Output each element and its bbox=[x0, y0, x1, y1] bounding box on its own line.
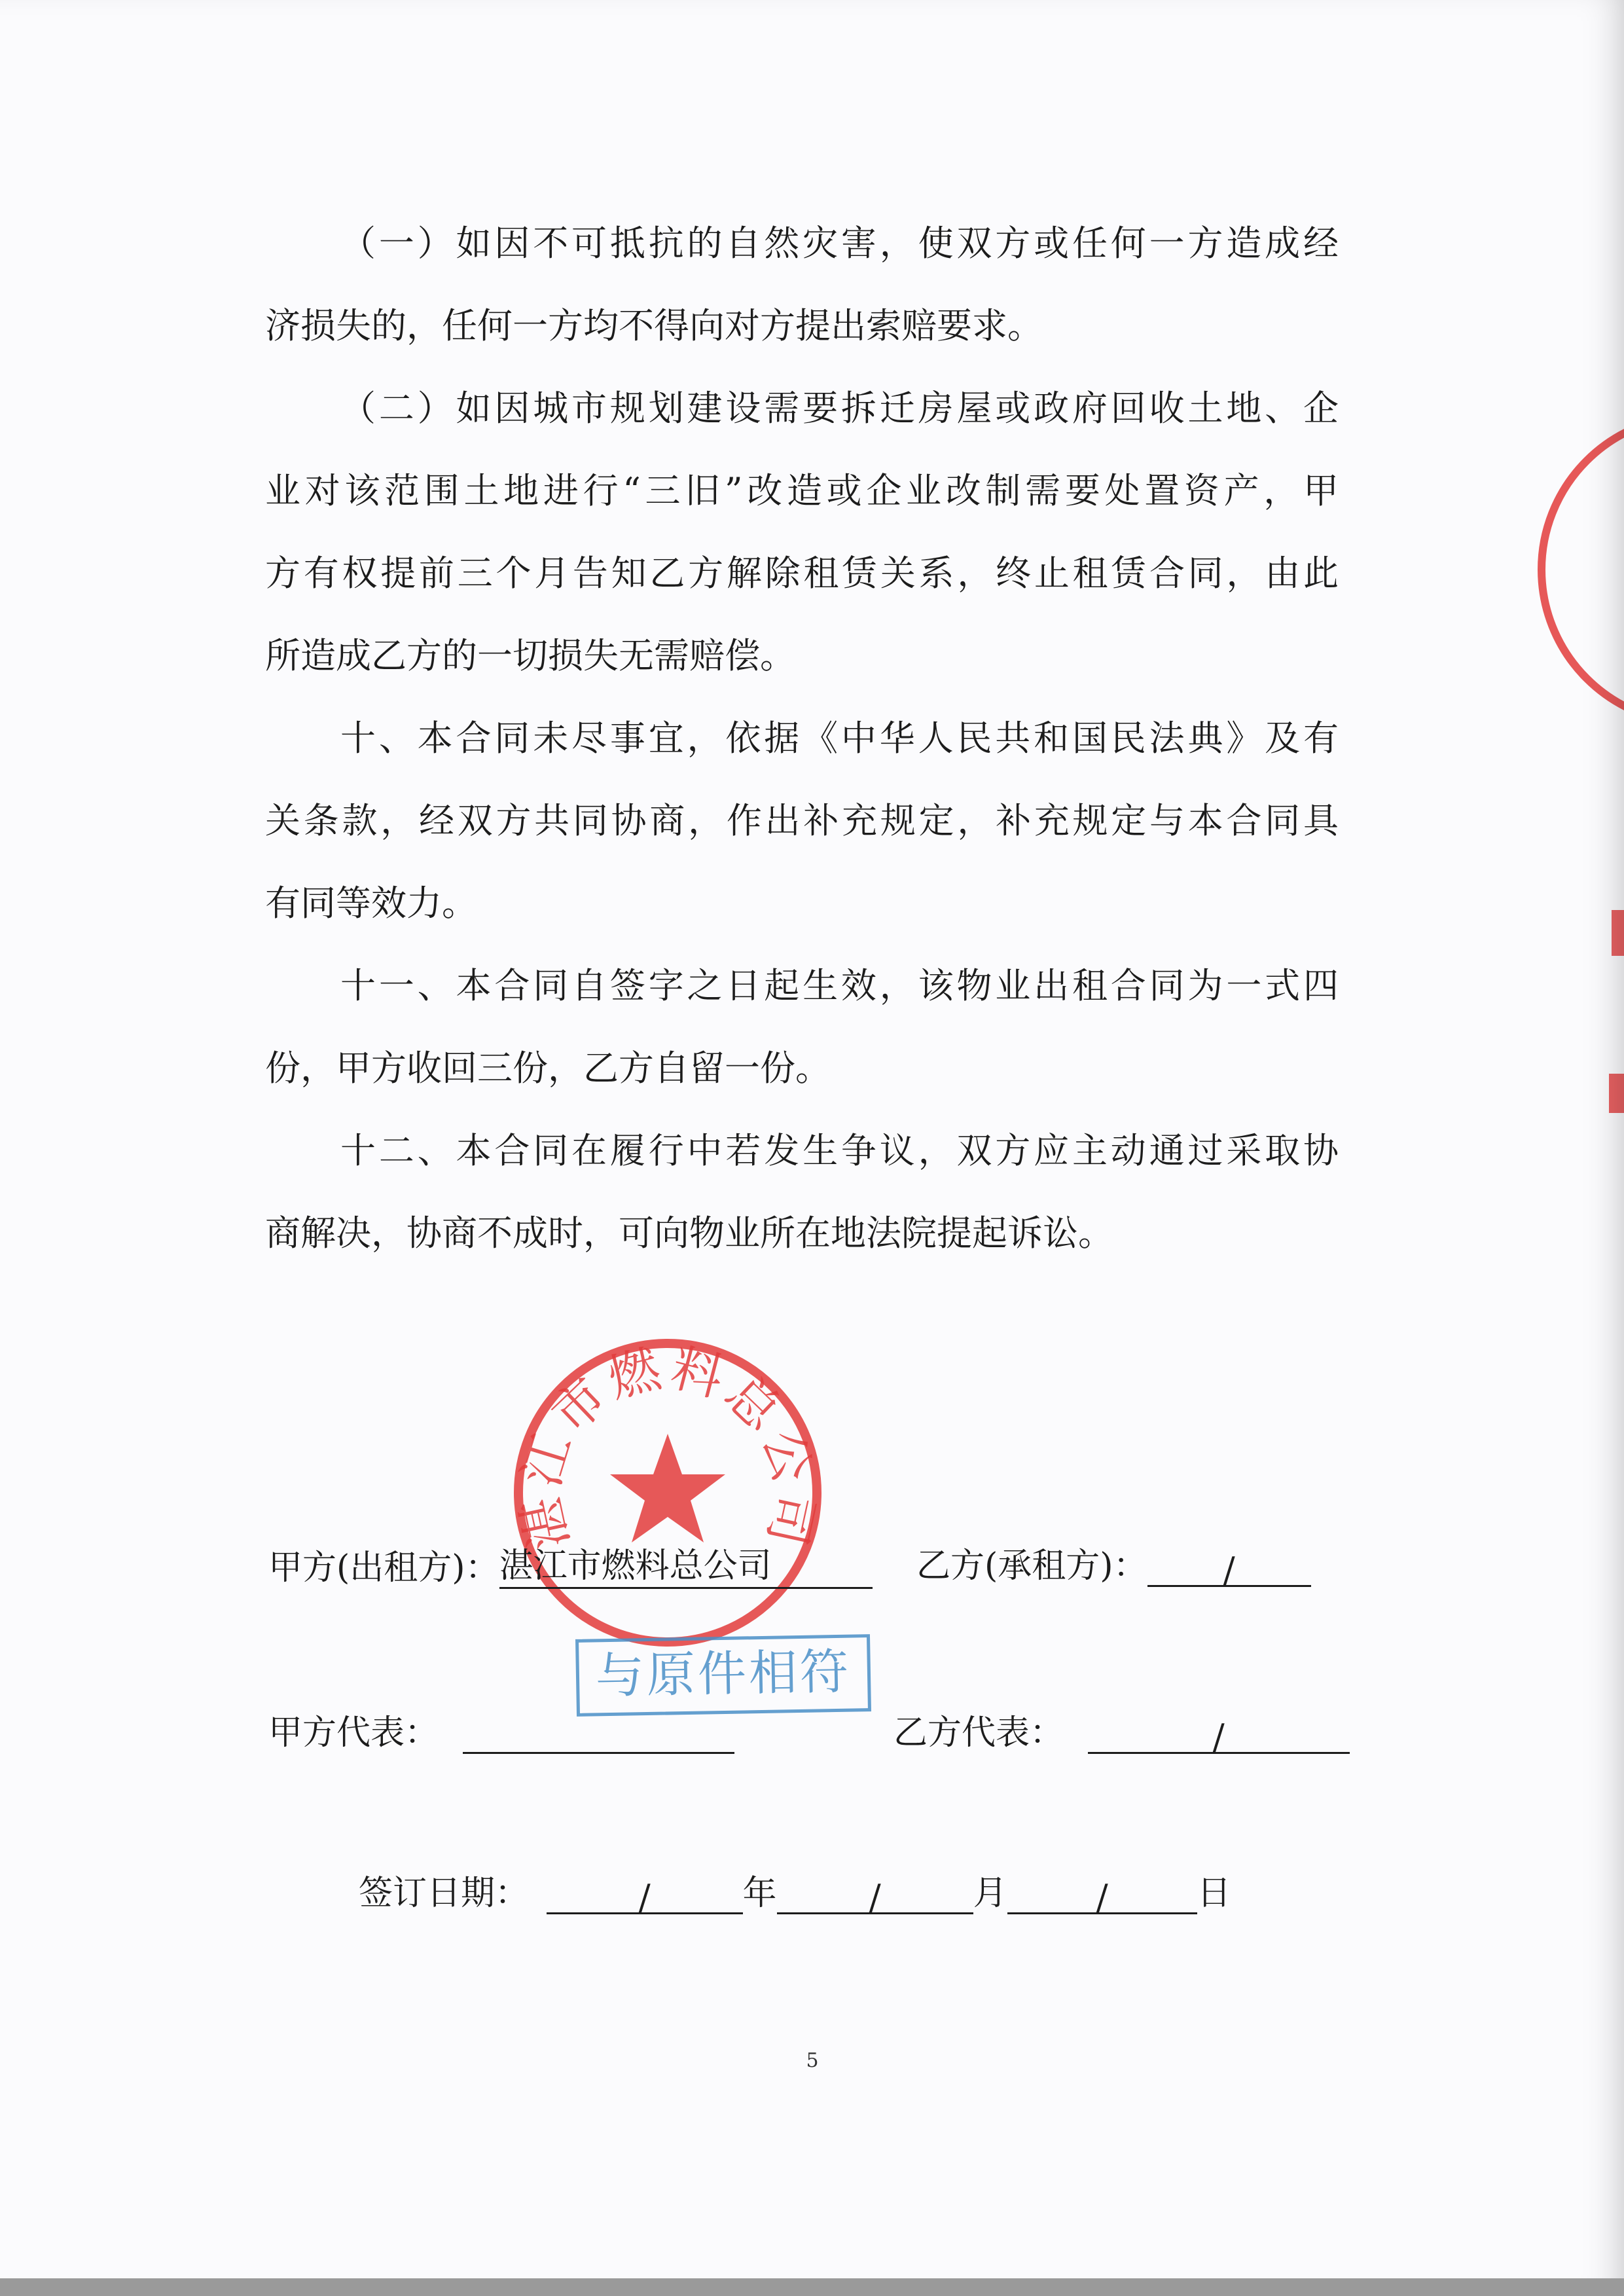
rep-b-row bbox=[893, 1712, 1350, 1758]
clause-9-1-line-2: 济损失的，任何一方均不得向对方提出索赔要求。 bbox=[265, 305, 1043, 346]
party-b-label: 乙方(承租方)： bbox=[916, 1546, 1147, 1586]
party-b-value: / bbox=[1223, 1550, 1235, 1591]
company-seal bbox=[504, 1329, 831, 1656]
edge-stamp-mark bbox=[1612, 910, 1624, 956]
date-day-unit: 日 bbox=[1197, 1874, 1231, 1913]
date-day-field bbox=[1007, 1877, 1197, 1918]
date-month-unit: 月 bbox=[973, 1874, 1007, 1913]
date-year-unit: 年 bbox=[742, 1874, 777, 1913]
rep-a-row bbox=[268, 1712, 734, 1754]
clause-12-line-2: 商解决，协商不成时，可向物业所在地法院提起诉讼。 bbox=[265, 1212, 1113, 1254]
party-b-row bbox=[916, 1545, 1311, 1591]
clause-10-line-1: 十、本合同未尽事宜，依据《中华人民共和国民法典》及有 bbox=[340, 718, 1339, 759]
clause-10-line-3: 有同等效力。 bbox=[265, 883, 477, 924]
page-number: 5 bbox=[806, 2049, 819, 2072]
date-month-field bbox=[777, 1877, 973, 1918]
clause-11-line-2: 份，甲方收回三份，乙方自留一份。 bbox=[265, 1048, 831, 1089]
clause-9-2-line-4: 所造成乙方的一切损失无需赔偿。 bbox=[265, 635, 795, 676]
clause-11-line-1: 十一、本合同自签字之日起生效，该物业出租合同为一式四 bbox=[340, 965, 1339, 1006]
date-year-field bbox=[547, 1877, 743, 1918]
party-a-field bbox=[499, 1545, 873, 1589]
rep-b-field bbox=[1088, 1717, 1350, 1758]
edge-seal-fragment bbox=[1499, 399, 1624, 740]
date-row bbox=[359, 1872, 1231, 1918]
clause-9-2-line-1: （二）如因城市规划建设需要拆迁房屋或政府回收土地、企 bbox=[340, 388, 1339, 429]
clause-12-line-1: 十二、本合同在履行中若发生争议，双方应主动通过采取协 bbox=[340, 1130, 1339, 1171]
clause-9-1-line-1: （一）如因不可抵抗的自然灾害，使双方或任何一方造成经 bbox=[340, 223, 1339, 264]
copy-verified-stamp: 与原件相符 bbox=[575, 1634, 871, 1717]
date-month-value: / bbox=[869, 1877, 881, 1918]
date-day-value: / bbox=[1096, 1877, 1108, 1918]
party-a-value: 湛江市燃料总公司 bbox=[499, 1546, 772, 1586]
party-a-row bbox=[268, 1545, 873, 1589]
clause-9-2-line-2: 业对该范围土地进行“三旧”改造或企业改制需要处置资产，甲 bbox=[265, 470, 1339, 511]
clause-9-2-line-3: 方有权提前三个月告知乙方解除租赁关系，终止租赁合同，由此 bbox=[265, 553, 1339, 594]
party-a-label: 甲方(出租方)： bbox=[268, 1548, 499, 1588]
date-label: 签订日期： bbox=[359, 1874, 530, 1913]
seal-text: 湛江市燃料总公司 bbox=[511, 1338, 825, 1555]
scan-bottom-border bbox=[0, 2278, 1624, 2296]
edge-stamp-mark bbox=[1609, 1074, 1624, 1113]
rep-a-field bbox=[463, 1717, 734, 1754]
party-b-field bbox=[1147, 1550, 1311, 1591]
rep-a-label: 甲方代表： bbox=[268, 1713, 439, 1753]
rep-b-label: 乙方代表： bbox=[893, 1713, 1064, 1753]
rep-b-value: / bbox=[1212, 1717, 1225, 1758]
clause-10-line-2: 关条款，经双方共同协商，作出补充规定，补充规定与本合同具 bbox=[265, 800, 1339, 841]
date-year-value: / bbox=[638, 1877, 651, 1918]
